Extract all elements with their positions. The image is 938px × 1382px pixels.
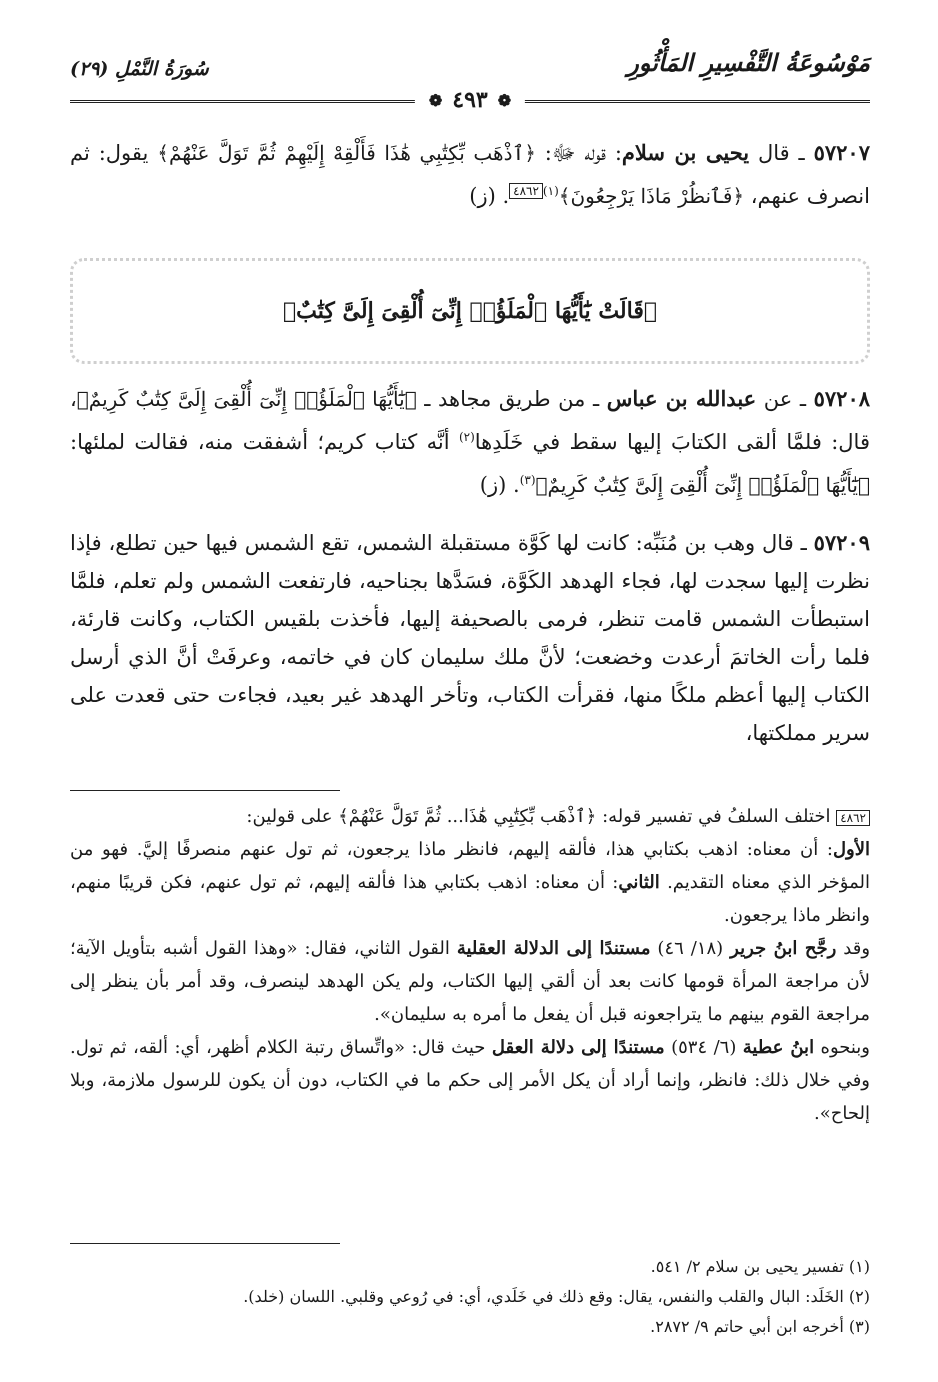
footnote-ref[interactable]: (٣): [519, 473, 536, 487]
narration-number: ٥٧٢٠٧: [813, 140, 870, 165]
ornament-icon: ❁: [428, 90, 443, 110]
text: : قوله ﷻ:: [535, 141, 622, 165]
text: : أن معناه: اذهب بكتابي هذا فألقه إليهم، ثم تول عنهم، فكن قريبًا منهم، وانظر ماذا يرجعون.: [70, 872, 870, 926]
text: (١٨/ ٤٦): [650, 938, 731, 959]
text: ـ قال: [749, 141, 814, 165]
footnote-ref[interactable]: (١): [542, 184, 559, 198]
footnote-1: (١) تفسير يحيى بن سلام ٢/ ٥٤١.: [650, 1257, 870, 1276]
note-ibn-jarir: [70, 932, 870, 1031]
quran-verse: ﴿ٱذْهَب بِّكِتَٰبِي هَٰذَا... ثُمَّ تَوَلَّ عَنْهُمْ﴾: [338, 806, 597, 827]
verse-heading: ﴿قَالَتْ يَٰٓأَيُّهَا ٱلْمَلَؤُا۟ إِنِّىٓ أُلْقِىَ إِلَىَّ كِتَٰبٌ﴾: [282, 298, 658, 324]
book-title: مَوْسُوعَةُ التَّفْسِيرِ المَأْثُورِ: [627, 48, 870, 77]
scholar-name: رجَّح ابنُ جرير: [730, 938, 837, 959]
note-ref-box: ٤٨٦٢: [836, 810, 870, 826]
quran-verse: ﴿يَٰٓأَيُّهَا ٱلْمَلَؤُا۟ إِنِّىٓ أُلْقِىَ إِلَىَّ كِتَٰبٌ كَرِيمٌ﴾: [76, 387, 417, 411]
narration-number: ٥٧٢٠٩: [813, 530, 870, 555]
ornament-icon: ❁: [497, 90, 512, 110]
text: (٦/ ٥٣٤): [664, 1037, 743, 1058]
footnote-2: (٢) الخَلَد: البال والقلب والنفس، يقال: وقع ذلك في خَلَدي، أي: في رُوعي وقلبي. اللسان (خلد).: [243, 1287, 870, 1306]
text: : أن معناه: اذهب بكتابي هذا، فألقه إليهم، فانظر ماذا يرجعون، ثم تول عنهم منصرفًا إليَّ. فهو من المؤخر الذي معناه التقديم.: [70, 839, 870, 893]
notes-divider: [70, 790, 340, 791]
text: القول الثاني، فقال: «وهذا القول أشبه بتأويل الآية؛ لأن مراجعة المرأة قومها كانت بعد أن ألقي إليها الكتاب، ولم يكن الهدهد لينصرف، وقد أمر بأن ينظر إلى مراجعة القوم بينهم ما يتراجعونه قبل أن يفعل ما أمره به سليمان».: [70, 938, 870, 1025]
footnote-3: (٣) أخرجه ابن أبي حاتم ٩/ ٢٨٧٢.: [650, 1317, 870, 1336]
method-label: مستندًا إلى دلالة العقل: [491, 1037, 665, 1058]
text: ـ من طريق مجاهد ـ: [416, 387, 607, 411]
quran-verse: ﴿ٱذْهَب بِّكِتَٰبِي هَٰذَا فَأَلْقِهْ إِلَيْهِمْ ثُمَّ تَوَلَّ عَنْهُمْ﴾: [157, 141, 536, 165]
narration-57208: [70, 380, 870, 504]
footnotes: [70, 1252, 870, 1342]
text: ـ قال وهب بن مُنَبِّه: كانت لها كَوَّة مستقبلة الشمس، تقع الشمس فيها حين تطلع، فإذا نظرت إليها سجدت لها، فجاء الهدهد الكَوَّة، فسَدَّها بجناحيه، فارتفعت الشمس ولم تعلم، فلمَّا استبطأت الشمس قامت تنظر، فرمى بالصحيفة إليها، فأخذت بلقيس الكتاب، وكانت قارئة، فلما رأت الخاتمَ أرعدت وخضعت؛ لأنَّ ملك سليمان كان في خاتمه، وعرفَتْ أنَّ الذي أرسل الكتاب إليها أعظم ملكًا منها، فقرأت الكتاب، وتأخر الهدهد غير بعيد، فجاءت حتى قعدت على سرير مملكتها،: [70, 531, 870, 745]
text: يقول: ثم انصرف عنهم،: [70, 141, 870, 208]
text: ـ عن: [756, 387, 814, 411]
scholar-name: ابنُ عطية: [742, 1037, 815, 1058]
footnotes-divider: [70, 1243, 340, 1244]
verse-heading-box: [70, 258, 870, 364]
page-number: ٤٩٣: [452, 87, 488, 113]
surah-title: سُورَةُ النَّمْلِ (٢٩): [70, 58, 209, 80]
commentary-notes: [70, 800, 870, 1130]
page-header: [70, 40, 870, 113]
text: أنَّه كتاب كريم؛ أشفقت منه، فقالت لملئها:: [70, 430, 459, 454]
second-opinion-label: الثاني: [618, 872, 660, 893]
narrator-name: عبدالله بن عباس: [606, 386, 757, 411]
note-ref-box[interactable]: ٤٨٦٢: [509, 183, 543, 199]
narration-57209: [70, 524, 870, 752]
note-4862-intro: [70, 800, 870, 932]
narration-number: ٥٧٢٠٨: [813, 386, 871, 411]
note-ibn-atiyya: [70, 1031, 870, 1130]
text: حيث قال: «واتِّساق رتبة الكلام أظهر، أي: ألقه، ثم تول. وفي خلال ذلك: فانظر، وإنما أراد أن يكل الأمر إلى حكم ما في الكتاب، دون أن يكون للرسول ملازمة، وبلا إلحاح».: [70, 1037, 870, 1124]
text: ، قال: فلمَّا ألقى الكتابَ إليها سقط في خَلَدِها: [70, 387, 870, 454]
page: [70, 40, 871, 1336]
text: وقد: [836, 938, 871, 959]
text: وبنحوه: [814, 1037, 871, 1058]
page-number-group: [415, 87, 525, 113]
text: اختلف السلفُ في تفسير قوله:: [596, 806, 837, 827]
narration-57207: [70, 134, 870, 215]
footnote-ref[interactable]: (٢): [458, 430, 475, 444]
text: على قولين:: [246, 806, 339, 827]
source-code: . (ز): [469, 184, 510, 208]
quran-verse: ﴿فَٱنظُرْ مَاذَا يَرْجِعُونَ﴾: [558, 184, 745, 208]
first-opinion-label: الأول: [832, 839, 870, 860]
method-label: مستندًا إلى الدلالة العقلية: [456, 938, 651, 959]
quran-verse: ﴿يَٰٓأَيُّهَا ٱلْمَلَؤُا۟ إِنِّىٓ أُلْقِىَ إِلَىَّ كِتَٰبٌ كَرِيمٌ﴾: [535, 473, 870, 497]
narrator-name: يحيى بن سلام: [621, 140, 750, 165]
source-code: . (ز): [479, 473, 520, 497]
